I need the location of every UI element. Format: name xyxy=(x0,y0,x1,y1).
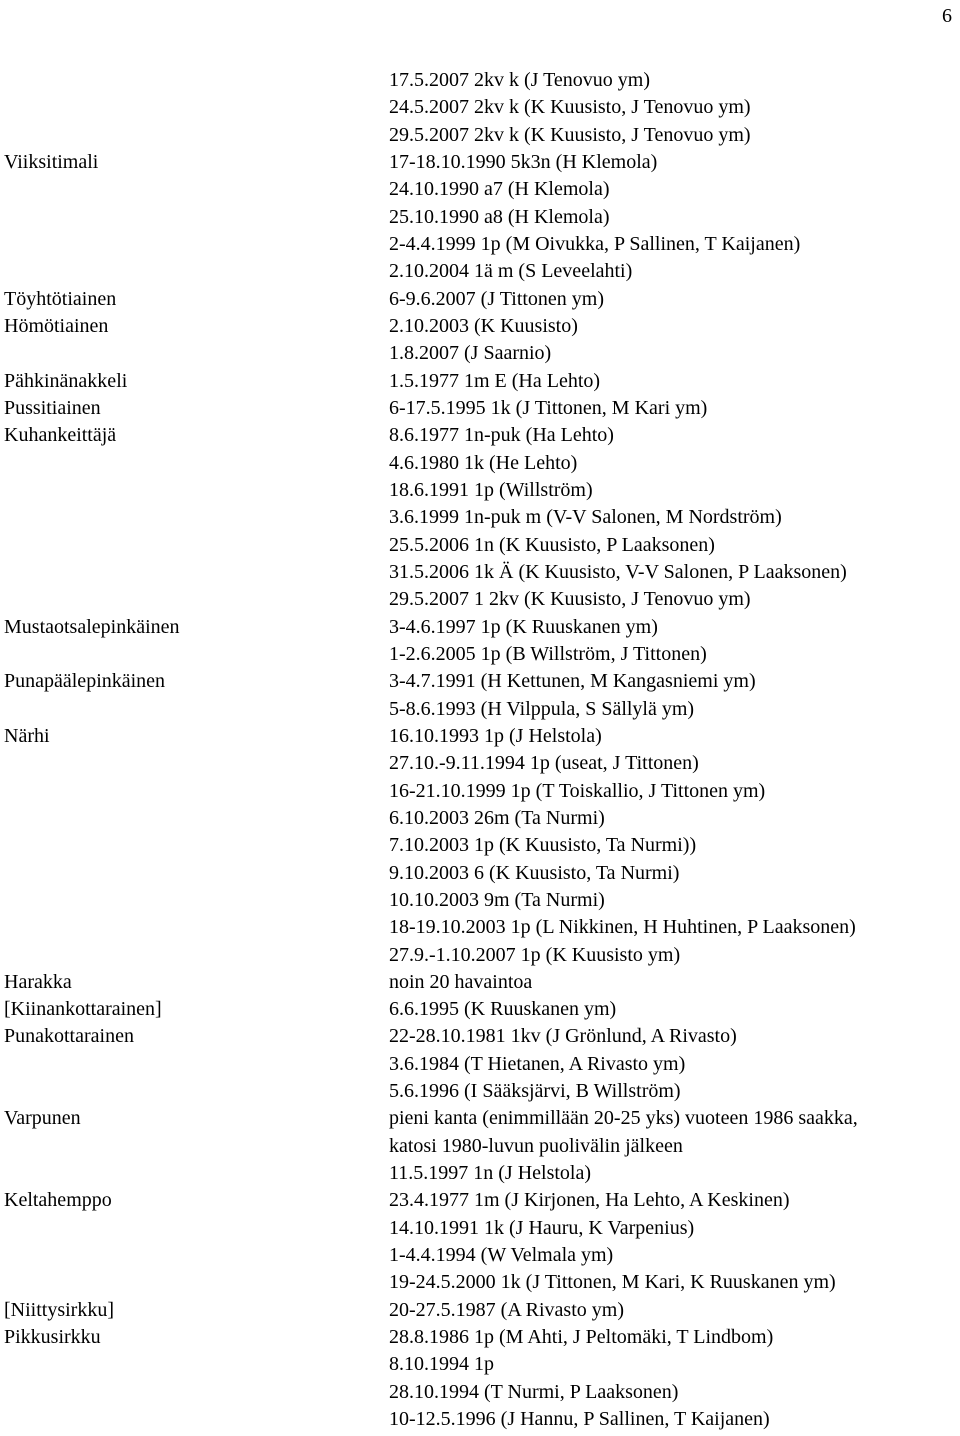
observation-row xyxy=(0,1269,960,1296)
observation-row xyxy=(0,914,960,941)
observation-record: 1-2.6.2005 1p (B Willström, J Tittonen) xyxy=(389,642,707,665)
observation-record: 16-21.10.1999 1p (T Toiskallio, J Tittonen ym) xyxy=(389,779,766,802)
observation-record: 24.5.2007 2kv k (K Kuusisto, J Tenovuo ym) xyxy=(389,96,751,119)
species-name: Pikkusirkku xyxy=(4,1326,101,1349)
observation-record: 2-4.4.1999 1p (M Oivukka, P Sallinen, T Kaijanen) xyxy=(389,232,801,255)
observation-row xyxy=(0,1160,960,1187)
observation-record: 8.10.1994 1p xyxy=(389,1353,494,1376)
observation-record: 1.5.1977 1m E (Ha Lehto) xyxy=(389,369,601,392)
observation-row xyxy=(0,422,960,449)
observation-row xyxy=(0,1105,960,1132)
observation-row xyxy=(0,1351,960,1378)
observation-record: 27.9.-1.10.2007 1p (K Kuusisto ym) xyxy=(389,943,681,966)
observation-row xyxy=(0,286,960,313)
observation-record: 25.10.1990 a8 (H Klemola) xyxy=(389,205,610,228)
observation-row xyxy=(0,832,960,859)
observation-record: 5.6.1996 (I Sääksjärvi, B Willström) xyxy=(389,1080,681,1103)
observation-row xyxy=(0,67,960,94)
species-name: Keltahemppo xyxy=(4,1189,112,1212)
observation-row xyxy=(0,860,960,887)
observation-record: 1.8.2007 (J Saarnio) xyxy=(389,342,552,365)
species-name: Kuhankeittäjä xyxy=(4,424,117,447)
species-name: Viiksitimali xyxy=(4,150,99,173)
species-name: Närhi xyxy=(4,724,50,747)
observation-row xyxy=(0,668,960,695)
observation-row xyxy=(0,641,960,668)
observation-record: 6-9.6.2007 (J Tittonen ym) xyxy=(389,287,605,310)
species-name: Pähkinänakkeli xyxy=(4,369,128,392)
observation-record: noin 20 havaintoa xyxy=(389,970,533,993)
observation-row xyxy=(0,532,960,559)
observation-record: 1-4.4.1994 (W Velmala ym) xyxy=(389,1244,614,1267)
observation-row xyxy=(0,313,960,340)
observation-record: 18.6.1991 1p (Willström) xyxy=(389,478,593,501)
observation-row xyxy=(0,996,960,1023)
observation-record: 23.4.1977 1m (J Kirjonen, Ha Lehto, A Keskinen) xyxy=(389,1189,790,1212)
observation-row xyxy=(0,696,960,723)
observation-record: 29.5.2007 2kv k (K Kuusisto, J Tenovuo ym) xyxy=(389,123,751,146)
species-name: [Niittysirkku] xyxy=(4,1298,114,1321)
observation-record: 6-17.5.1995 1k (J Tittonen, M Kari ym) xyxy=(389,396,708,419)
observation-row xyxy=(0,1023,960,1050)
observation-row xyxy=(0,559,960,586)
observation-record: 10-12.5.1996 (J Hannu, P Sallinen, T Kaijanen) xyxy=(389,1408,770,1431)
observation-record: 3.6.1984 (T Hietanen, A Rivasto ym) xyxy=(389,1052,686,1075)
observation-row xyxy=(0,231,960,258)
observation-record: 14.10.1991 1k (J Hauru, K Varpenius) xyxy=(389,1216,695,1239)
species-name: [Kiinankottarainen] xyxy=(4,998,162,1021)
observation-row xyxy=(0,1051,960,1078)
observation-row xyxy=(0,504,960,531)
species-name: Harakka xyxy=(4,970,72,993)
observation-record: 19-24.5.2000 1k (J Tittonen, M Kari, K Ruuskanen ym) xyxy=(389,1271,836,1294)
observation-record: 8.6.1977 1n-puk (Ha Lehto) xyxy=(389,424,614,447)
observation-row xyxy=(0,1379,960,1406)
observation-record: 7.10.2003 1p (K Kuusisto, Ta Nurmi)) xyxy=(389,834,697,857)
observation-record: pieni kanta (enimmillään 20-25 yks) vuoteen 1986 saakka, xyxy=(389,1107,858,1130)
species-name: Hömötiainen xyxy=(4,314,109,337)
observation-record: 27.10.-9.11.1994 1p (useat, J Tittonen) xyxy=(389,752,699,775)
observation-row xyxy=(0,1242,960,1269)
observation-record: 25.5.2006 1n (K Kuusisto, P Laaksonen) xyxy=(389,533,715,556)
observation-row xyxy=(0,1324,960,1351)
observation-row xyxy=(0,477,960,504)
observation-record: 22-28.10.1981 1kv (J Grönlund, A Rivasto) xyxy=(389,1025,737,1048)
species-name: Punakottarainen xyxy=(4,1025,134,1048)
observation-record: 5-8.6.1993 (H Vilppula, S Sällylä ym) xyxy=(389,697,695,720)
observation-record: katosi 1980-luvun puolivälin jälkeen xyxy=(389,1134,683,1157)
observation-record: 10.10.2003 9m (Ta Nurmi) xyxy=(389,888,605,911)
observation-record: 31.5.2006 1k Ä (K Kuusisto, V-V Salonen, P Laaksonen) xyxy=(389,560,847,583)
observation-record: 2.10.2004 1ä m (S Leveelahti) xyxy=(389,260,633,283)
observation-row xyxy=(0,176,960,203)
observation-row xyxy=(0,1215,960,1242)
observation-list xyxy=(0,67,960,1433)
observation-row xyxy=(0,340,960,367)
observation-row xyxy=(0,805,960,832)
observation-row xyxy=(0,1406,960,1433)
observation-record: 9.10.2003 6 (K Kuusisto, Ta Nurmi) xyxy=(389,861,680,884)
observation-record: 28.10.1994 (T Nurmi, P Laaksonen) xyxy=(389,1380,679,1403)
observation-record: 18-19.10.2003 1p (L Nikkinen, H Huhtinen, P Laaksonen) xyxy=(389,916,856,939)
observation-record: 17.5.2007 2kv k (J Tenovuo ym) xyxy=(389,69,650,91)
observation-record: 11.5.1997 1n (J Helstola) xyxy=(389,1162,592,1185)
observation-row xyxy=(0,204,960,231)
observation-record: 2.10.2003 (K Kuusisto) xyxy=(389,314,578,337)
observation-record: 20-27.5.1987 (A Rivasto ym) xyxy=(389,1298,624,1321)
species-name: Töyhtötiainen xyxy=(4,287,117,310)
observation-row xyxy=(0,778,960,805)
observation-row xyxy=(0,94,960,121)
observation-row xyxy=(0,149,960,176)
observation-row xyxy=(0,1297,960,1324)
species-name: Varpunen xyxy=(4,1107,81,1130)
observation-record: 17-18.10.1990 5k3n (H Klemola) xyxy=(389,150,658,173)
observation-record: 6.10.2003 26m (Ta Nurmi) xyxy=(389,806,605,829)
observation-record: 4.6.1980 1k (He Lehto) xyxy=(389,451,578,474)
observation-row xyxy=(0,1187,960,1214)
species-name: Pussitiainen xyxy=(4,396,101,419)
observation-record: 28.8.1986 1p (M Ahti, J Peltomäki, T Lindbom) xyxy=(389,1326,774,1349)
observation-row xyxy=(0,450,960,477)
observation-row xyxy=(0,586,960,613)
observation-row xyxy=(0,723,960,750)
page-number: 6 xyxy=(942,5,952,27)
observation-row xyxy=(0,942,960,969)
observation-row xyxy=(0,395,960,422)
observation-record: 6.6.1995 (K Ruuskanen ym) xyxy=(389,998,617,1021)
observation-row xyxy=(0,969,960,996)
observation-row xyxy=(0,1133,960,1160)
observation-row xyxy=(0,1078,960,1105)
observation-record: 29.5.2007 1 2kv (K Kuusisto, J Tenovuo ym) xyxy=(389,588,751,611)
observation-record: 3-4.7.1991 (H Kettunen, M Kangasniemi ym) xyxy=(389,670,756,693)
observation-record: 16.10.1993 1p (J Helstola) xyxy=(389,724,602,747)
observation-record: 3.6.1999 1n-puk m (V-V Salonen, M Nordström) xyxy=(389,506,782,529)
species-name: Punapäälepinkäinen xyxy=(4,670,166,693)
species-name: Mustaotsalepinkäinen xyxy=(4,615,180,638)
observation-row xyxy=(0,122,960,149)
observation-row xyxy=(0,614,960,641)
observation-row xyxy=(0,258,960,285)
observation-row xyxy=(0,368,960,395)
observation-row xyxy=(0,887,960,914)
observation-row xyxy=(0,750,960,777)
observation-record: 24.10.1990 a7 (H Klemola) xyxy=(389,178,610,201)
observation-record: 3-4.6.1997 1p (K Ruuskanen ym) xyxy=(389,615,658,638)
